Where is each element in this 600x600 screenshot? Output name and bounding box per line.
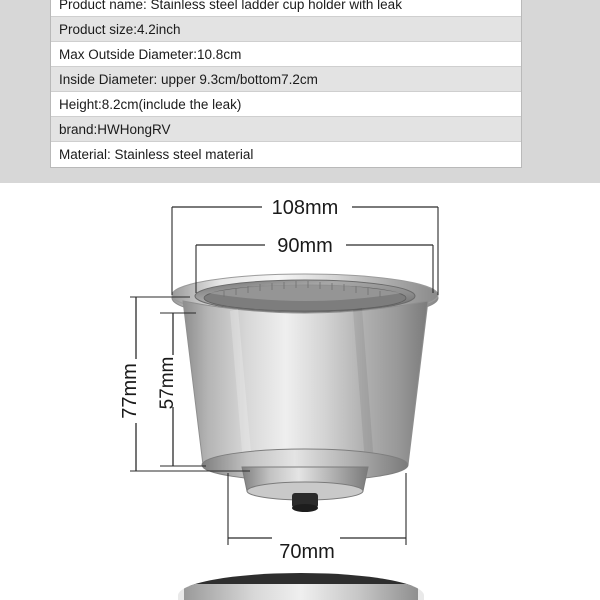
cup-holder-illustration <box>172 274 438 512</box>
preview-body <box>184 584 418 600</box>
product-dimension-diagram <box>0 183 600 600</box>
spec-row: Max Outside Diameter:10.8cm <box>51 42 521 67</box>
dim-label-inner-width: 90mm <box>277 235 333 257</box>
dim-label-outer-width: 108mm <box>271 197 339 219</box>
spec-row: Height:8.2cm(include the leak) <box>51 92 521 117</box>
spec-row: brand:HWHongRV <box>51 117 521 142</box>
spec-row: Product name: Stainless steel ladder cup holder with leak <box>51 0 521 17</box>
dimension-drawing-svg <box>0 183 600 600</box>
dim-label-total-height: 77mm <box>119 363 141 419</box>
dim-label-cup-height: 57mm <box>157 356 178 410</box>
dim-label-base-width: 70mm <box>279 541 335 563</box>
spec-row: Product size:4.2inch <box>51 17 521 42</box>
spec-row: Inside Diameter: upper 9.3cm/bottom7.2cm <box>51 67 521 92</box>
product-spec-table <box>50 0 522 168</box>
next-product-image-preview <box>178 573 424 600</box>
spec-row: Material: Stainless steel material <box>51 142 521 167</box>
